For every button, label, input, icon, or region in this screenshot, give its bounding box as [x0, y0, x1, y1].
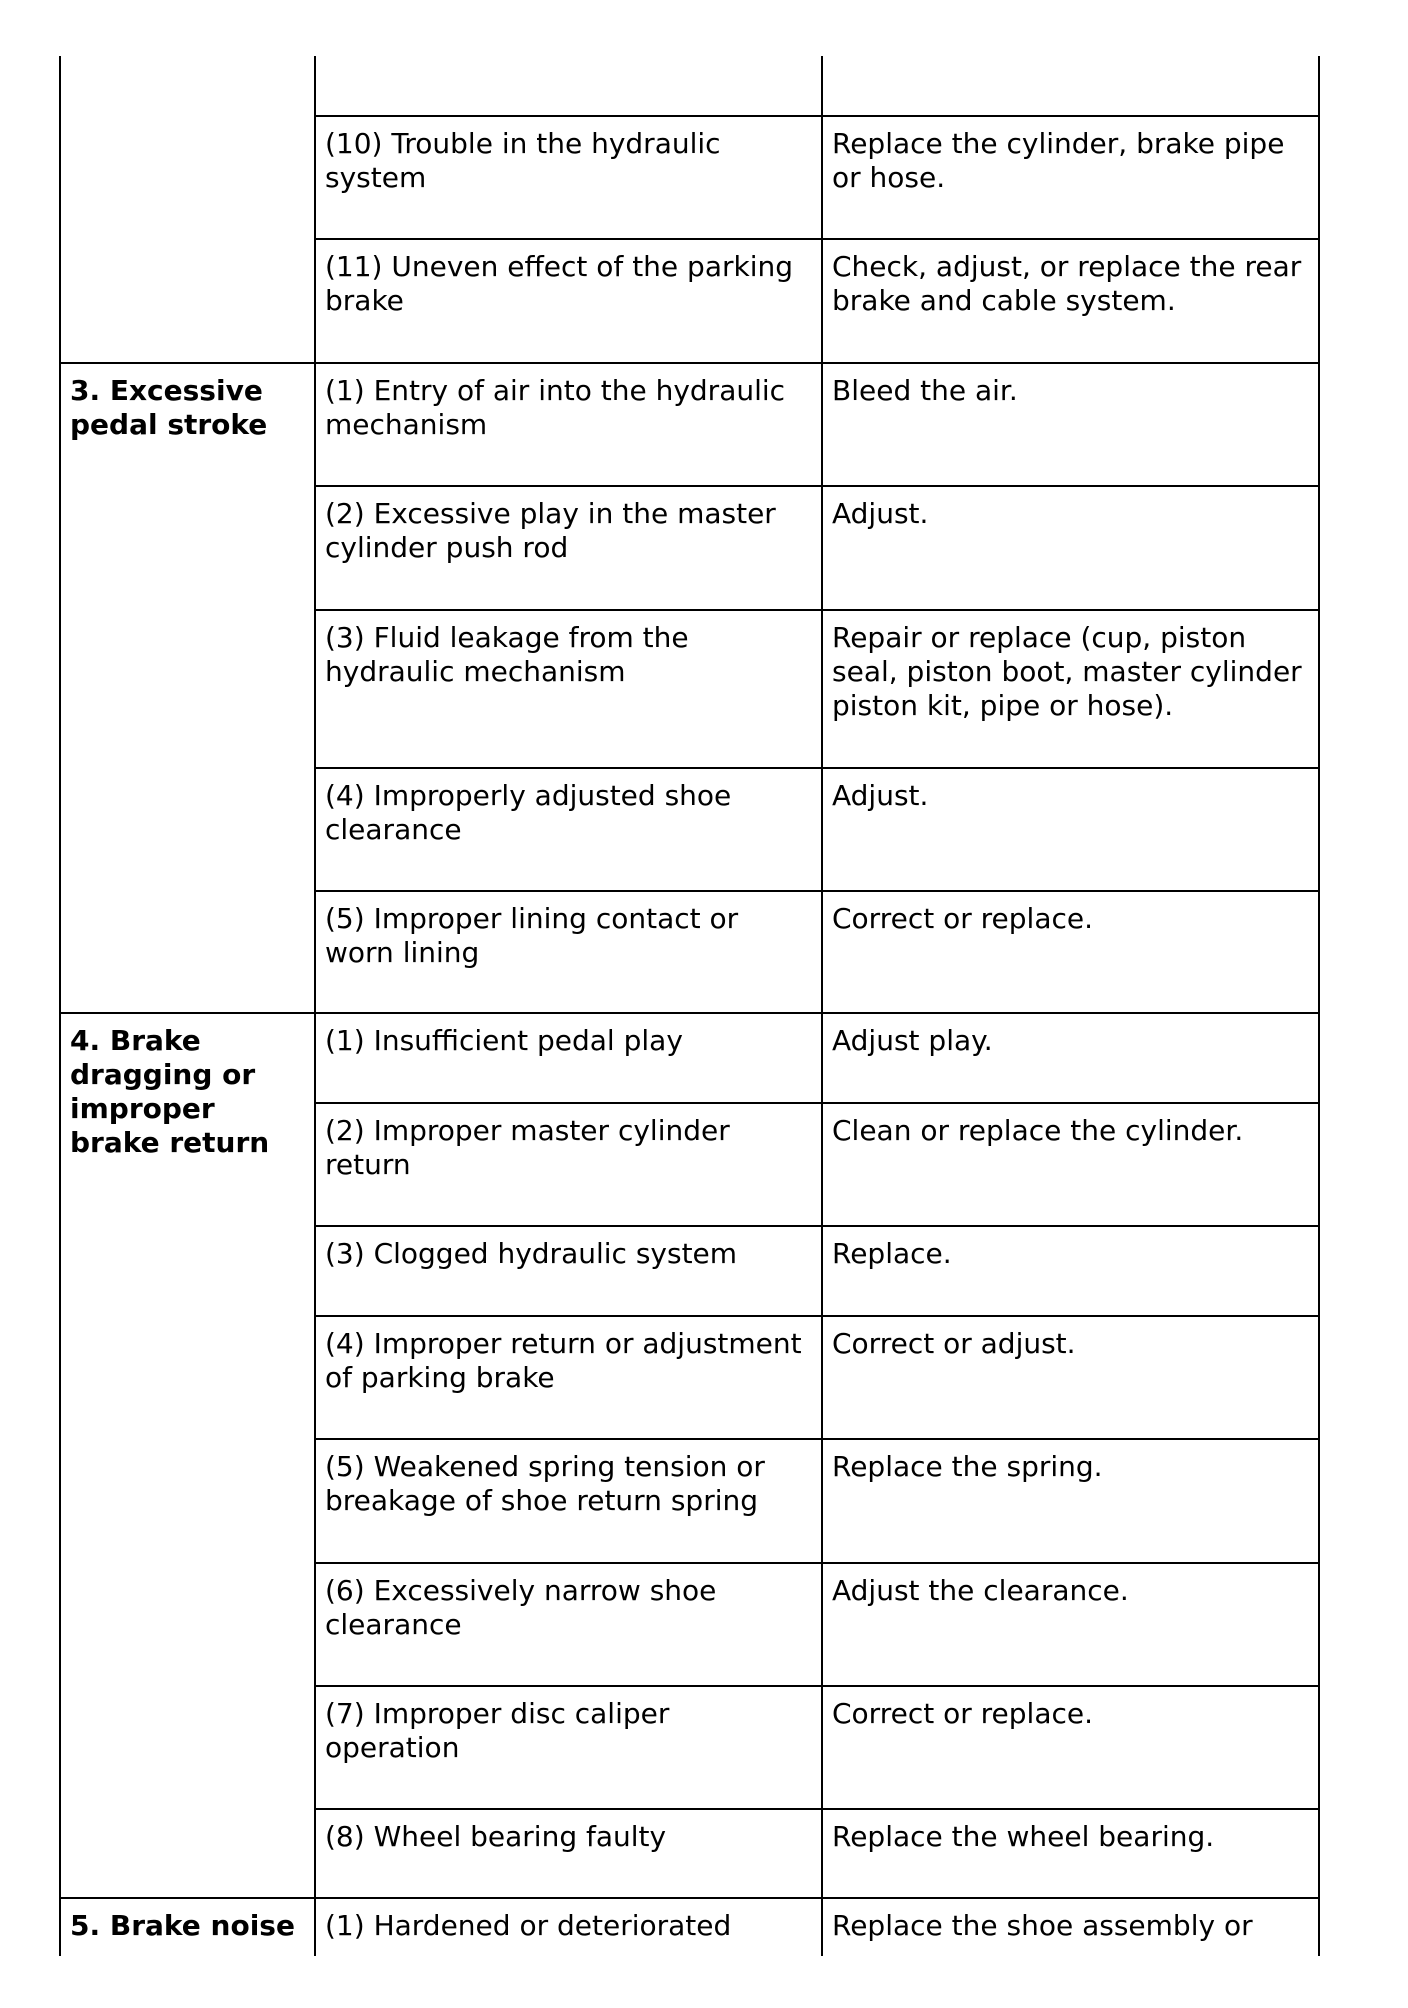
remedy-text: Replace the wheel bearing.: [832, 1820, 1215, 1853]
cause-text: (3) Clogged hydraulic system: [325, 1237, 738, 1270]
remedy-text: Replace the shoe assembly or: [832, 1909, 1253, 1942]
remedy-cell: [822, 362, 1319, 485]
cause-cell: [315, 767, 822, 890]
problem-cell: [60, 1012, 315, 1897]
remedy-text: Correct or replace.: [832, 902, 1093, 935]
cause-text: (5) Weakened spring tension or breakage of shoe return spring: [325, 1450, 765, 1517]
cause-cell: [315, 56, 822, 115]
remedy-cell: [822, 56, 1319, 115]
remedy-cell: [822, 767, 1319, 890]
cause-text: (4) Improper return or adjustment of parking brake: [325, 1327, 802, 1394]
remedy-cell: [822, 1808, 1319, 1897]
remedy-cell: [822, 1897, 1319, 1957]
remedy-text: Adjust the clearance.: [832, 1574, 1129, 1607]
remedy-text: Correct or replace.: [832, 1697, 1093, 1730]
cause-text: (1) Insufficient pedal play: [325, 1024, 683, 1057]
problem-label: 3. Excessive pedal stroke: [70, 374, 268, 441]
remedy-text: Repair or replace (cup, piston seal, piston boot, master cylinder piston kit, pipe or hose).: [832, 621, 1302, 722]
cause-cell: [315, 609, 822, 767]
cause-cell: [315, 1315, 822, 1438]
remedy-cell: [822, 609, 1319, 767]
cause-cell: [315, 238, 822, 362]
cause-cell: [315, 1438, 822, 1562]
cause-cell: [315, 890, 822, 1012]
remedy-cell: [822, 115, 1319, 238]
cause-text: (3) Fluid leakage from the hydraulic mechanism: [325, 621, 689, 688]
cause-cell: [315, 485, 822, 609]
remedy-text: Adjust.: [832, 779, 929, 812]
remedy-cell: [822, 1315, 1319, 1438]
cause-text: (8) Wheel bearing faulty: [325, 1820, 667, 1853]
remedy-text: Clean or replace the cylinder.: [832, 1114, 1244, 1147]
remedy-text: Check, adjust, or replace the rear brake and cable system.: [832, 250, 1302, 317]
remedy-cell: [822, 1685, 1319, 1808]
problem-label: 4. Brake dragging or improper brake return: [70, 1024, 270, 1159]
remedy-cell: [822, 1562, 1319, 1685]
cause-cell: [315, 1897, 822, 1957]
remedy-text: Replace.: [832, 1237, 952, 1270]
remedy-cell: [822, 890, 1319, 1012]
remedy-text: Correct or adjust.: [832, 1327, 1076, 1360]
remedy-cell: [822, 1102, 1319, 1225]
cause-cell: [315, 1102, 822, 1225]
cause-cell: [315, 1562, 822, 1685]
remedy-cell: [822, 1438, 1319, 1562]
cause-text: (11) Uneven effect of the parking brake: [325, 250, 794, 317]
cause-cell: [315, 1685, 822, 1808]
remedy-cell: [822, 238, 1319, 362]
cause-cell: [315, 115, 822, 238]
cause-text: (4) Improperly adjusted shoe clearance: [325, 779, 732, 846]
cause-text: (2) Improper master cylinder return: [325, 1114, 730, 1181]
problem-cell: [60, 362, 315, 1012]
remedy-text: Replace the cylinder, brake pipe or hose.: [832, 127, 1285, 194]
cause-text: (7) Improper disc caliper operation: [325, 1697, 670, 1764]
cause-text: (1) Hardened or deteriorated: [325, 1909, 732, 1942]
remedy-cell: [822, 1225, 1319, 1315]
remedy-text: Replace the spring.: [832, 1450, 1103, 1483]
problem-cell: [60, 1897, 315, 1957]
cause-cell: [315, 1225, 822, 1315]
remedy-cell: [822, 1012, 1319, 1102]
remedy-text: Adjust play.: [832, 1024, 993, 1057]
problem-label: 5. Brake noise: [70, 1909, 295, 1942]
remedy-text: Bleed the air.: [832, 374, 1018, 407]
cause-cell: [315, 362, 822, 485]
cause-text: (2) Excessive play in the master cylinder push rod: [325, 497, 776, 564]
cause-text: (6) Excessively narrow shoe clearance: [325, 1574, 717, 1641]
remedy-text: Adjust.: [832, 497, 929, 530]
cause-cell: [315, 1012, 822, 1102]
cause-text: (1) Entry of air into the hydraulic mechanism: [325, 374, 786, 441]
remedy-cell: [822, 485, 1319, 609]
cause-cell: [315, 1808, 822, 1897]
cause-text: (10) Trouble in the hydraulic system: [325, 127, 721, 194]
cause-text: (5) Improper lining contact or worn lining: [325, 902, 739, 969]
